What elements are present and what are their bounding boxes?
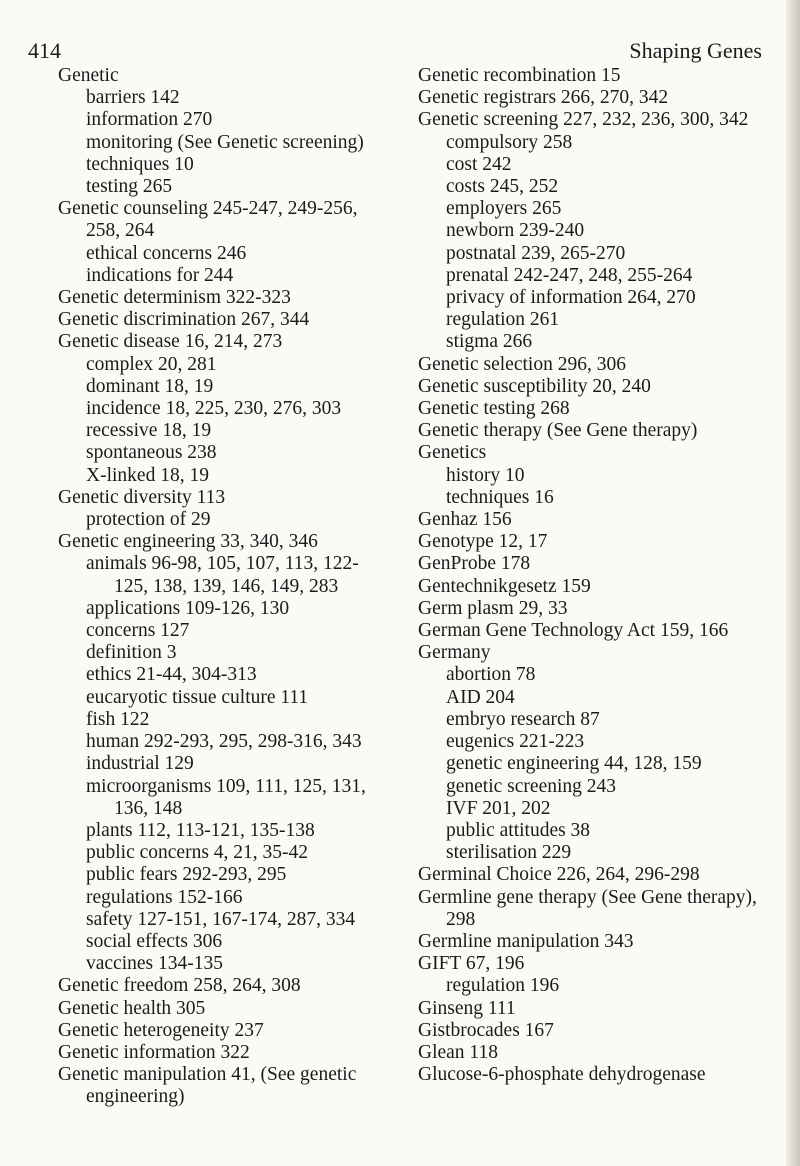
- index-main-entry: Genetic therapy (See Gene therapy): [418, 420, 698, 442]
- index-sub-entry: public concerns 4, 21, 35-42: [86, 842, 309, 864]
- index-main-entry: Genetics: [418, 442, 487, 464]
- index-sub-entry: embryo research 87: [446, 708, 600, 730]
- index-main-entry: Genetic discrimination 267, 344: [58, 309, 310, 331]
- index-sub-entry: employers 265: [446, 198, 562, 220]
- index-main-entry: Glean 118: [418, 1041, 498, 1063]
- index-main-entry: Genetic diversity 113: [58, 486, 226, 508]
- index-sub-entry: regulation 196: [446, 975, 560, 997]
- index-sub-entry: incidence 18, 225, 230, 276, 303: [86, 398, 342, 420]
- index-sub-entry: X-linked 18, 19: [86, 464, 209, 486]
- index-main-entry: Genetic information 322: [58, 1041, 250, 1063]
- page-edge-shadow: [786, 0, 800, 1166]
- index-sub-entry: prenatal 242-247, 248, 255-264: [446, 264, 693, 286]
- index-sub-entry: cost 242: [446, 153, 512, 175]
- page-number: 414: [28, 38, 61, 63]
- index-main-entry: Genetic selection 296, 306: [418, 353, 626, 375]
- index-sub-entry: eugenics 221-223: [446, 731, 585, 753]
- index-sub-entry: genetic engineering 44, 128, 159: [446, 753, 702, 775]
- index-sub-entry: testing 265: [86, 176, 173, 198]
- index-main-entry: GIFT 67, 196: [418, 953, 525, 975]
- index-main-entry: Genetic engineering 33, 340, 346: [58, 531, 318, 553]
- index-sub-entry: social effects 306: [86, 930, 223, 952]
- index-sub-entry: plants 112, 113-121, 135-138: [86, 819, 315, 841]
- index-column-right: [418, 65, 763, 1086]
- index-main-entry: Genetic health 305: [58, 997, 206, 1019]
- index-sub-entry: dominant 18, 19: [86, 375, 214, 397]
- index-sub-entry: microorganisms 109, 111, 125, 131, 136, 148: [86, 775, 366, 819]
- index-main-entry: Genetic heterogeneity 237: [58, 1019, 264, 1041]
- index-sub-entry: regulations 152-166: [86, 886, 243, 908]
- index-main-entry: Germline manipulation 343: [418, 930, 634, 952]
- index-main-entry: Genhaz 156: [418, 509, 512, 531]
- index-sub-entry: animals 96-98, 105, 107, 113, 122-125, 138, 139, 146, 149, 283: [86, 553, 359, 597]
- index-main-entry: Genetic determinism 322-323: [58, 287, 291, 309]
- index-main-entry: Germline gene therapy (See Gene therapy), 298: [418, 886, 757, 930]
- index-sub-entry: newborn 239-240: [446, 220, 585, 242]
- index-main-entry: German Gene Technology Act 159, 166: [418, 620, 729, 642]
- index-sub-entry: AID 204: [446, 686, 515, 708]
- index-sub-entry: ethical concerns 246: [86, 242, 247, 264]
- index-sub-entry: concerns 127: [86, 620, 190, 642]
- page-header: [28, 38, 762, 68]
- index-sub-entry: public fears 292-293, 295: [86, 864, 287, 886]
- index-sub-entry: public attitudes 38: [446, 819, 591, 841]
- index-main-entry: Germany: [418, 642, 491, 664]
- index-main-entry: Ginseng 111: [418, 997, 516, 1019]
- index-sub-entry: postnatal 239, 265-270: [446, 242, 626, 264]
- index-sub-entry: spontaneous 238: [86, 442, 217, 464]
- index-sub-entry: indications for 244: [86, 264, 234, 286]
- index-main-entry: Glucose-6-phosphate dehydrogenase: [418, 1064, 706, 1086]
- index-main-entry: Genetic screening 227, 232, 236, 300, 342: [418, 109, 749, 131]
- index-sub-entry: techniques 16: [446, 486, 554, 508]
- index-sub-entry: protection of 29: [86, 509, 211, 531]
- index-main-entry: Genetic: [58, 65, 119, 86]
- running-title: Shaping Genes: [629, 38, 762, 63]
- index-sub-entry: applications 109-126, 130: [86, 597, 290, 619]
- index-sub-entry: complex 20, 281: [86, 353, 217, 375]
- index-sub-entry: recessive 18, 19: [86, 420, 212, 442]
- index-sub-entry: information 270: [86, 109, 213, 131]
- index-sub-entry: monitoring (See Genetic screening): [86, 131, 364, 153]
- index-main-entry: Gentechnikgesetz 159: [418, 575, 591, 597]
- index-main-entry: Gistbrocades 167: [418, 1019, 554, 1041]
- index-sub-entry: privacy of information 264, 270: [446, 287, 696, 309]
- index-sub-entry: history 10: [446, 464, 525, 486]
- index-main-entry: Genetic registrars 266, 270, 342: [418, 87, 669, 109]
- index-sub-entry: barriers 142: [86, 87, 180, 109]
- index-sub-entry: ethics 21-44, 304-313: [86, 664, 257, 686]
- index-main-entry: Genetic disease 16, 214, 273: [58, 331, 283, 353]
- index-sub-entry: human 292-293, 295, 298-316, 343: [86, 731, 362, 753]
- index-sub-entry: regulation 261: [446, 309, 560, 331]
- index-main-entry: Genetic manipulation 41, (See genetic engineering): [58, 1064, 357, 1108]
- index-main-entry: Germ plasm 29, 33: [418, 597, 568, 619]
- index-column-left: [58, 65, 388, 1109]
- index-sub-entry: sterilisation 229: [446, 842, 572, 864]
- index-main-entry: Germinal Choice 226, 264, 296-298: [418, 864, 700, 886]
- index-sub-entry: fish 122: [86, 708, 150, 730]
- index-sub-entry: costs 245, 252: [446, 176, 559, 198]
- index-main-entry: Genotype 12, 17: [418, 531, 548, 553]
- index-sub-entry: stigma 266: [446, 331, 533, 353]
- index-main-entry: Genetic susceptibility 20, 240: [418, 375, 651, 397]
- index-sub-entry: definition 3: [86, 642, 177, 664]
- index-main-entry: Genetic freedom 258, 264, 308: [58, 975, 301, 997]
- index-sub-entry: IVF 201, 202: [446, 797, 551, 819]
- index-sub-entry: vaccines 134-135: [86, 953, 223, 975]
- index-sub-entry: eucaryotic tissue culture 111: [86, 686, 309, 708]
- index-sub-entry: techniques 10: [86, 153, 194, 175]
- index-sub-entry: abortion 78: [446, 664, 536, 686]
- index-main-entry: Genetic testing 268: [418, 398, 570, 420]
- index-main-entry: Genetic counseling 245-247, 249-256, 258, 264: [58, 198, 358, 242]
- index-sub-entry: genetic screening 243: [446, 775, 617, 797]
- index-main-entry: GenProbe 178: [418, 553, 531, 575]
- index-sub-entry: industrial 129: [86, 753, 194, 775]
- index-sub-entry: compulsory 258: [446, 131, 573, 153]
- index-main-entry: Genetic recombination 15: [418, 65, 621, 86]
- index-sub-entry: safety 127-151, 167-174, 287, 334: [86, 908, 356, 930]
